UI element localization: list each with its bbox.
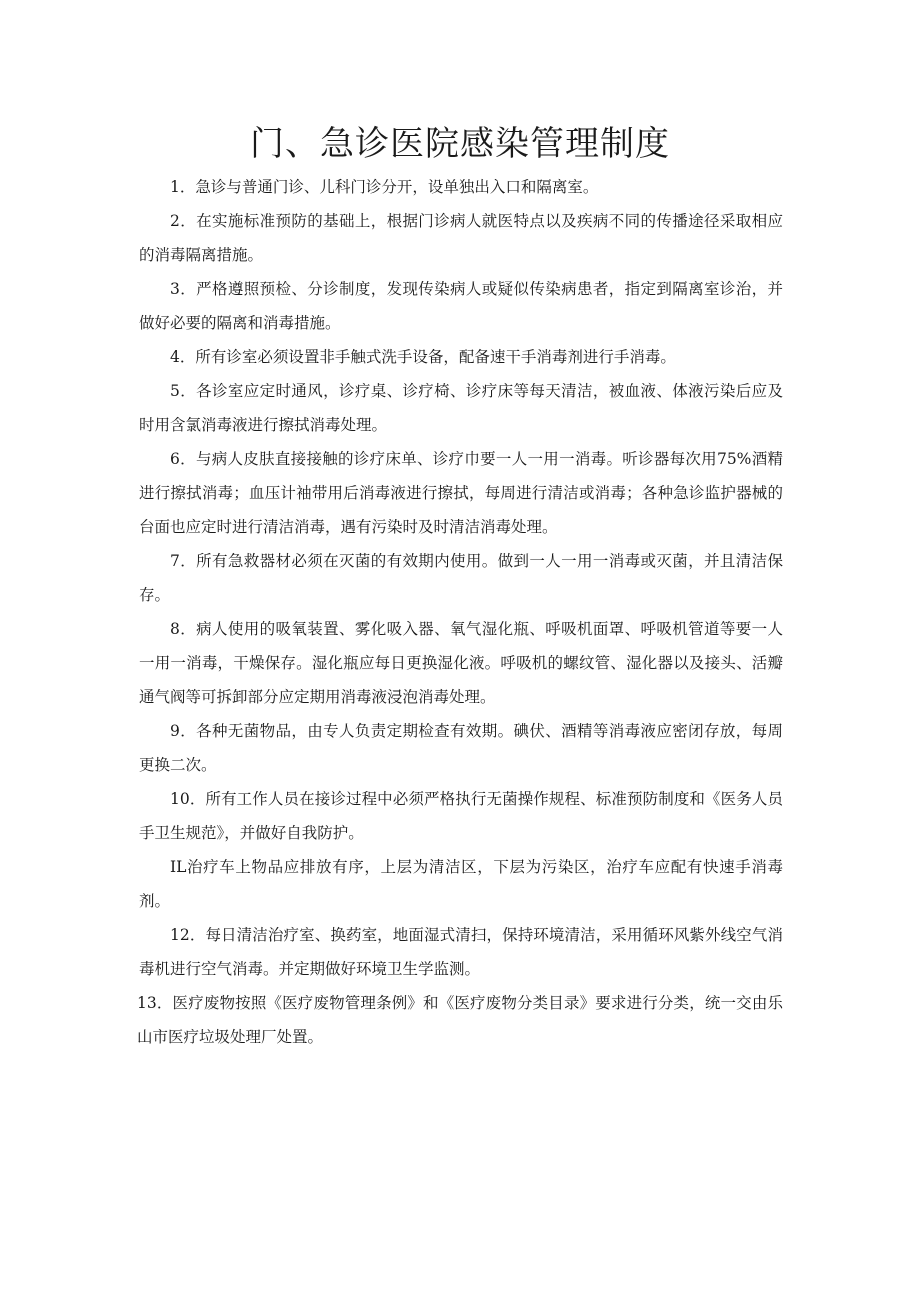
paragraph-10: 10．所有工作人员在接诊过程中必须严格执行无菌操作规程、标准预防制度和《医务人员手卫生规范》，并做好自我防护。 — [139, 790, 783, 842]
paragraph-13: 13．医疗废物按照《医疗废物管理条例》和《医疗废物分类目录》要求进行分类，统一交由乐山市医疗垃圾处理厂处置。 — [137, 994, 783, 1046]
paragraph-5: 5．各诊室应定时通风，诊疗桌、诊疗椅、诊疗床等每天清洁，被血液、体液污染后应及时用含氯消毒液进行擦拭消毒处理。 — [139, 382, 783, 434]
paragraph-3: 3．严格遵照预检、分诊制度，发现传染病人或疑似传染病患者，指定到隔离室诊治，并做好必要的隔离和消毒措施。 — [139, 280, 783, 332]
paragraph-8: 8．病人使用的吸氧装置、雾化吸入器、氧气湿化瓶、呼吸机面罩、呼吸机管道等要一人一用一消毒，干燥保存。湿化瓶应每日更换湿化液。呼吸机的螺纹管、湿化器以及接头、活瓣通气阀等可拆卸部分应定期用消毒液浸泡消毒处理。 — [139, 620, 783, 706]
document-body — [139, 170, 783, 1054]
paragraph-7: 7．所有急救器材必须在灭菌的有效期内使用。做到一人一用一消毒或灭菌，并且清洁保存。 — [139, 552, 783, 604]
paragraph-6: 6．与病人皮肤直接接触的诊疗床单、诊疗巾要一人一用一消毒。听诊器每次用75%酒精进行擦拭消毒；血压计袖带用后消毒液进行擦拭，每周进行清洁或消毒；各种急诊监护器械的台面也应定时进行清洁消毒，遇有污染时及时清洁消毒处理。 — [139, 450, 783, 536]
paragraph-1: 1．急诊与普通门诊、儿科门诊分开，设单独出入口和隔离室。 — [170, 178, 599, 196]
paragraph-4: 4．所有诊室必须设置非手触式洗手设备，配备速干手消毒剂进行手消毒。 — [170, 348, 676, 366]
document-title: 门、急诊医院感染管理制度 — [250, 124, 670, 164]
paragraph-2: 2．在实施标准预防的基础上，根据门诊病人就医特点以及疾病不同的传播途径采取相应的消毒隔离措施。 — [139, 212, 783, 264]
paragraph-12: 12．每日清洁治疗室、换药室，地面湿式清扫，保持环境清洁，采用循环风紫外线空气消毒机进行空气消毒。并定期做好环境卫生学监测。 — [139, 926, 783, 978]
paragraph-9: 9．各种无菌物品，由专人负责定期检查有效期。碘伏、酒精等消毒液应密闭存放，每周更换二次。 — [139, 722, 783, 774]
paragraph-11: IL治疗车上物品应排放有序，上层为清洁区，下层为污染区，治疗车应配有快速手消毒剂。 — [139, 858, 783, 910]
